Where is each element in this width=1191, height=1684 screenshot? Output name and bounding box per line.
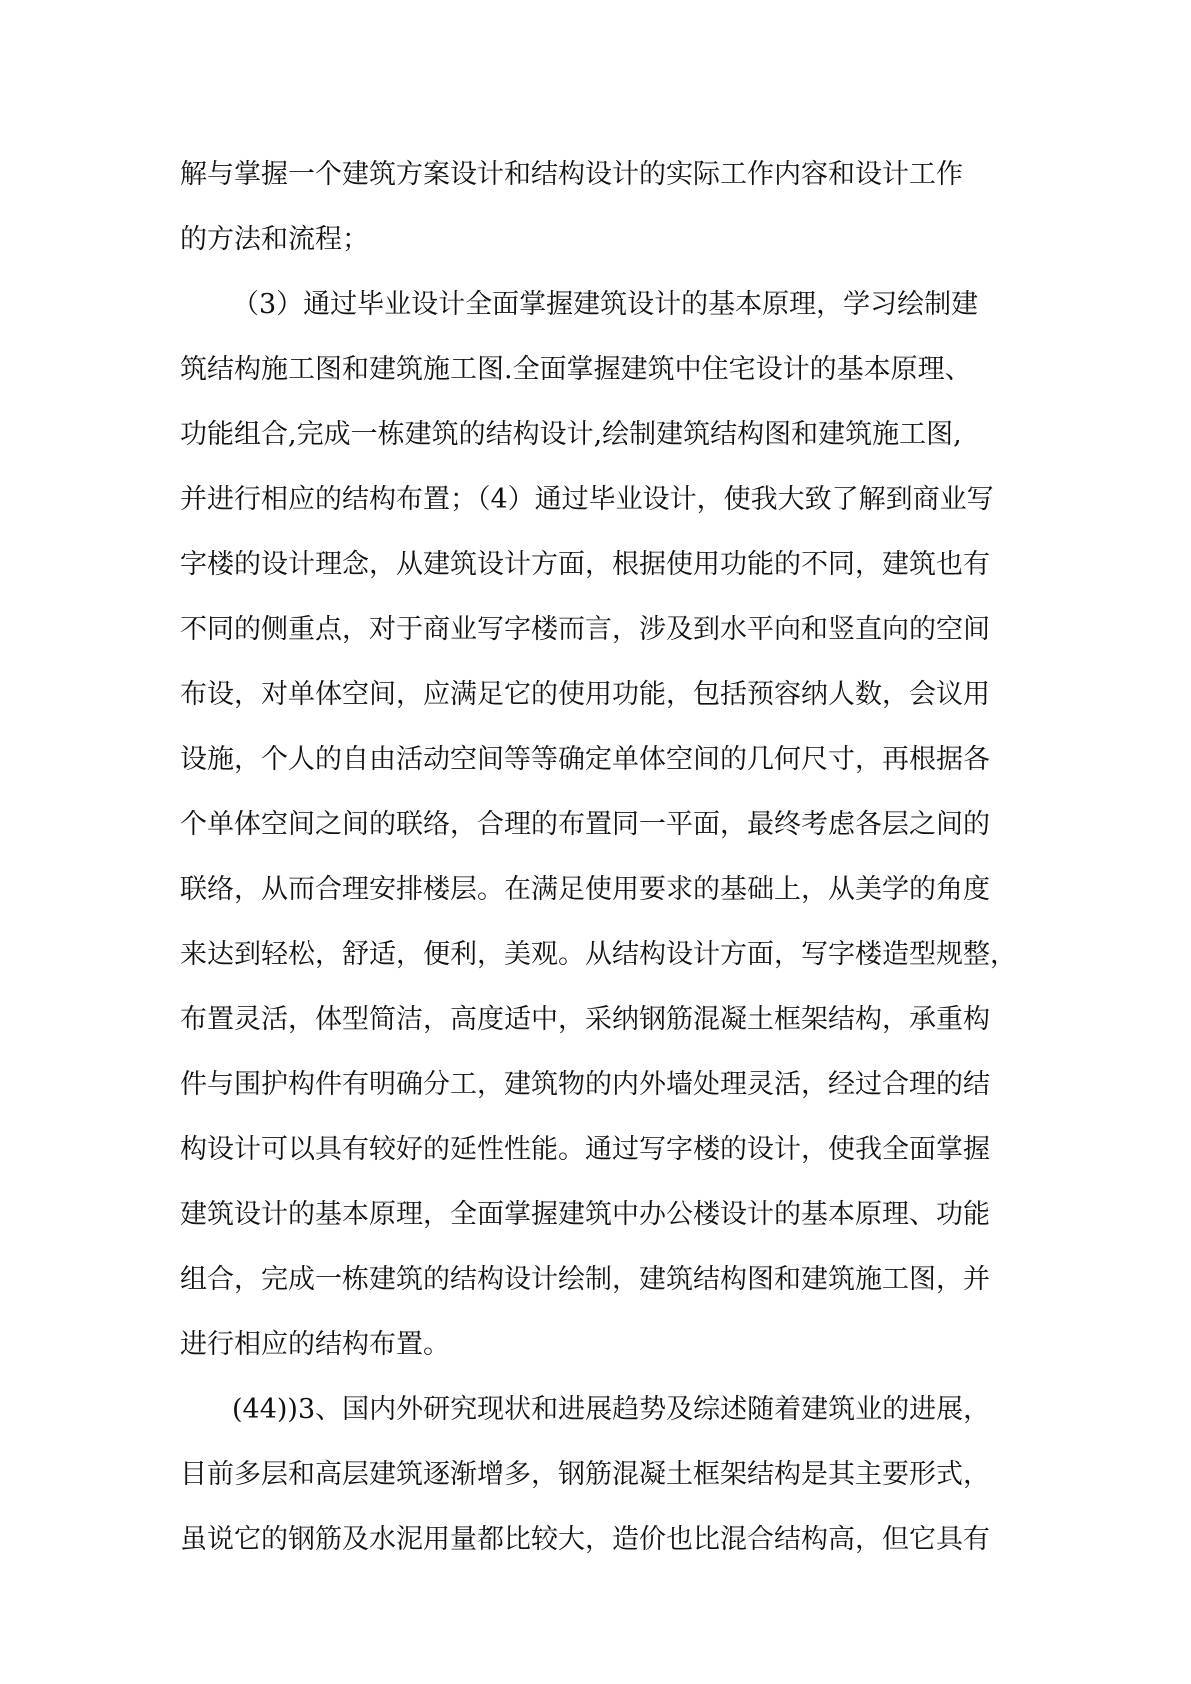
text-line: 进行相应的结构布置。: [180, 1329, 450, 1360]
text-line: 构设计可以具有较好的延性性能。通过写字楼的设计，使我全面掌握: [180, 1134, 990, 1165]
document-body: [180, 142, 1020, 1572]
text-line: 并进行相应的结构布置；（4）通过毕业设计，使我大致了解到商业写: [180, 484, 994, 515]
text-line: 虽说它的钢筋及水泥用量都比较大，造价也比混合结构高，但它具有: [180, 1524, 990, 1555]
text-line: 布设，对单体空间，应满足它的使用功能，包括预容纳人数，会议用: [180, 679, 990, 710]
text-line: 目前多层和高层建筑逐渐增多，钢筋混凝土框架结构是其主要形式，: [180, 1459, 990, 1490]
paragraph-1: [180, 142, 1020, 272]
text-line: （3）通过毕业设计全面掌握建筑设计的基本原理，学习绘制建: [232, 289, 979, 320]
text-line: 来达到轻松，舒适，便利，美观。从结构设计方面，写字楼造型规整，: [180, 939, 1017, 970]
text-line: (44))3、国内外研究现状和进展趋势及综述随着建筑业的进展，: [232, 1394, 991, 1425]
paragraph-2: [180, 272, 1020, 1377]
text-line: 设施，个人的自由活动空间等等确定单体空间的几何尺寸，再根据各: [180, 744, 990, 775]
paragraph-3: [180, 1377, 1020, 1572]
text-line: 联络，从而合理安排楼层。在满足使用要求的基础上，从美学的角度: [180, 874, 990, 905]
text-line: 件与围护构件有明确分工，建筑物的内外墙处理灵活，经过合理的结: [180, 1069, 990, 1100]
text-line: 布置灵活，体型简洁，高度适中，采纳钢筋混凝土框架结构，承重构: [180, 1004, 990, 1035]
text-line: 字楼的设计理念，从建筑设计方面，根据使用功能的不同，建筑也有: [180, 549, 990, 580]
text-line: 组合，完成一栋建筑的结构设计绘制，建筑结构图和建筑施工图，并: [180, 1264, 990, 1295]
text-line: 筑结构施工图和建筑施工图.全面掌握建筑中住宅设计的基本原理、: [180, 354, 972, 385]
text-line: 解与掌握一个建筑方案设计和结构设计的实际工作内容和设计工作: [180, 159, 963, 190]
text-line: 功能组合,完成一栋建筑的结构设计,绘制建筑结构图和建筑施工图,: [180, 419, 962, 450]
text-line: 不同的侧重点，对于商业写字楼而言，涉及到水平向和竖直向的空间: [180, 614, 990, 645]
text-line: 个单体空间之间的联络，合理的布置同一平面，最终考虑各层之间的: [180, 809, 990, 840]
text-line: 建筑设计的基本原理，全面掌握建筑中办公楼设计的基本原理、功能: [180, 1199, 990, 1230]
text-line: 的方法和流程；: [180, 224, 369, 255]
